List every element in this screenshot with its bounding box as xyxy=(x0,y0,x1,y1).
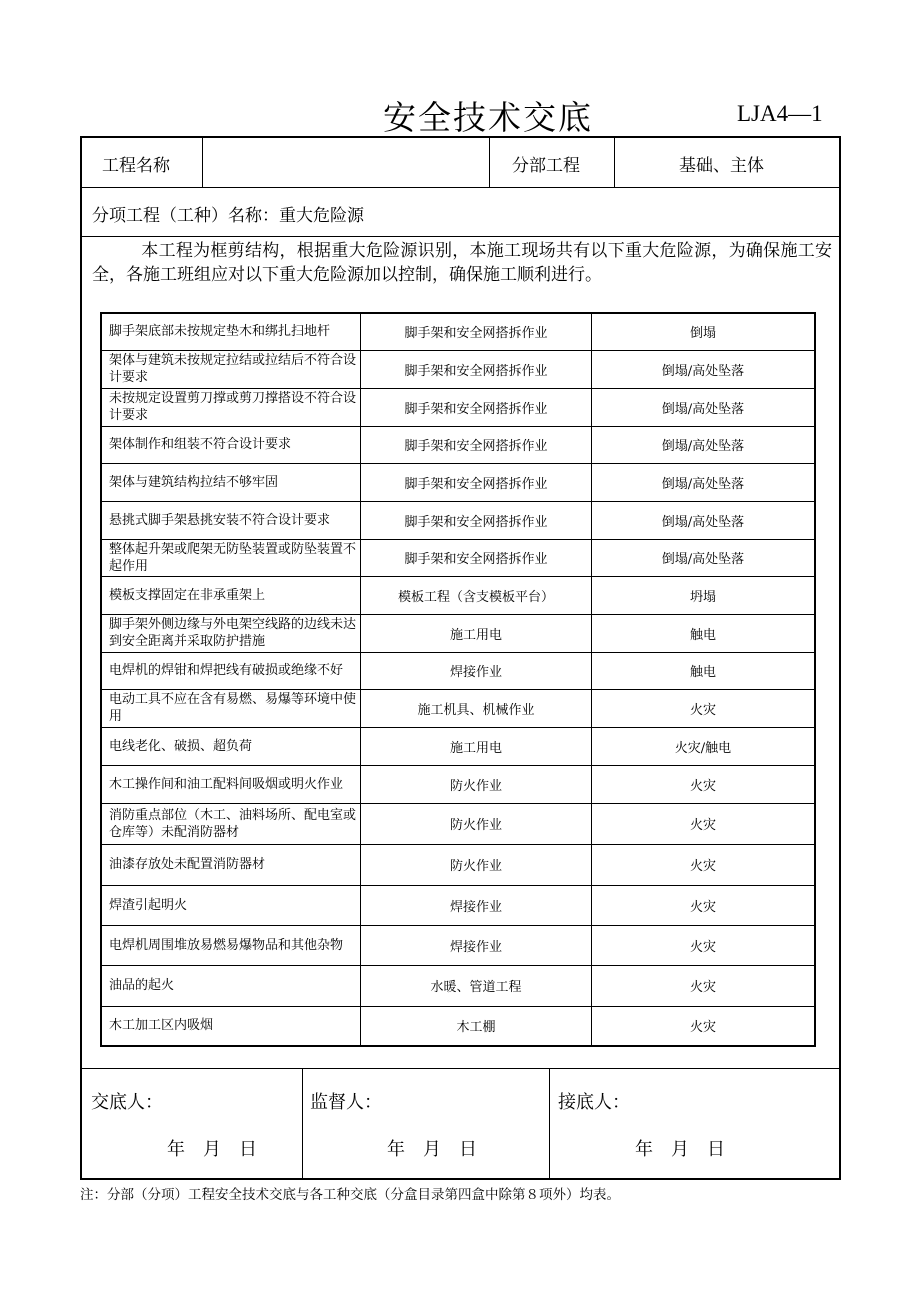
hazard-consequence: 倒塌/高处坠落 xyxy=(592,539,816,576)
hazard-row xyxy=(101,727,815,765)
hazard-consequence: 倒塌/高处坠落 xyxy=(592,388,816,426)
hazard-row xyxy=(101,965,815,1006)
hazard-source: 电动工具不应在含有易燃、易爆等环境中使用 xyxy=(109,692,356,724)
hazard-consequence: 火灾 xyxy=(592,844,816,885)
hazard-activity: 防火作业 xyxy=(361,765,592,803)
hazard-source: 架体制作和组装不符合设计要求 xyxy=(109,437,292,452)
hazard-source: 电焊机的焊钳和焊把线有破损或绝缘不好 xyxy=(109,663,344,678)
hazard-source-cell xyxy=(101,803,361,844)
divider xyxy=(302,1068,303,1178)
document-title: 安全技术交底 xyxy=(383,98,593,137)
hazard-source: 架体与建筑未按规定拉结或拉结后不符合设计要求 xyxy=(109,353,356,385)
hazard-row xyxy=(101,803,815,844)
divider xyxy=(549,1068,550,1178)
divider xyxy=(614,138,615,187)
hazard-activity: 焊接作业 xyxy=(361,925,592,965)
hazard-source-cell xyxy=(101,426,361,463)
hazard-source-cell xyxy=(101,313,361,350)
hazard-row xyxy=(101,350,815,388)
hazard-source-cell xyxy=(101,765,361,803)
receiver-date: 年 月 日 xyxy=(635,1139,725,1160)
hazard-consequence: 倒塌/高处坠落 xyxy=(592,426,816,463)
hazard-row xyxy=(101,689,815,727)
hazard-row xyxy=(101,614,815,652)
discloser-date: 年 月 日 xyxy=(167,1139,257,1160)
receiver-label: 接底人： xyxy=(558,1092,630,1113)
hazard-activity: 焊接作业 xyxy=(361,885,592,925)
project-name-label: 工程名称 xyxy=(102,156,170,176)
hazard-source-cell xyxy=(101,463,361,501)
hazard-activity: 脚手架和安全网搭拆作业 xyxy=(361,388,592,426)
divider xyxy=(202,138,203,187)
hazard-row xyxy=(101,539,815,576)
hazard-source: 悬挑式脚手架悬挑安装不符合设计要求 xyxy=(109,512,331,528)
hazard-consequence: 触电 xyxy=(592,652,816,689)
hazard-activity: 防火作业 xyxy=(361,803,592,844)
hazard-source: 消防重点部位（木工、油料场所、配电室或仓库等）未配消防器材 xyxy=(109,807,356,840)
hazard-activity: 焊接作业 xyxy=(361,652,592,689)
divider xyxy=(82,236,839,237)
hazard-consequence: 倒塌/高处坠落 xyxy=(592,463,816,501)
hazard-source-cell xyxy=(101,576,361,614)
hazard-row xyxy=(101,765,815,803)
hazard-consequence: 触电 xyxy=(592,614,816,652)
hazard-activity: 脚手架和安全网搭拆作业 xyxy=(361,313,592,350)
hazard-source-cell xyxy=(101,614,361,652)
hazard-source: 电线老化、破损、超负荷 xyxy=(109,738,253,754)
hazard-row xyxy=(101,426,815,463)
divider xyxy=(489,138,490,187)
hazard-source: 脚手架外侧边缘与外电架空线路的边线未达到安全距离并采取防护措施 xyxy=(109,617,356,649)
hazard-row xyxy=(101,1006,815,1046)
division-label: 分部工程 xyxy=(512,156,580,176)
hazard-row xyxy=(101,925,815,965)
hazard-consequence: 火灾 xyxy=(592,965,816,1006)
hazard-activity: 脚手架和安全网搭拆作业 xyxy=(361,350,592,388)
hazard-row xyxy=(101,885,815,925)
hazard-source: 架体与建筑结构拉结不够牢固 xyxy=(109,474,279,490)
hazard-consequence: 火灾 xyxy=(592,689,816,727)
divider xyxy=(82,187,839,188)
hazard-consequence: 火灾 xyxy=(592,803,816,844)
hazard-source-cell xyxy=(101,925,361,965)
hazard-source-cell xyxy=(101,350,361,388)
hazard-activity: 木工棚 xyxy=(361,1006,592,1046)
hazard-source: 油品的起火 xyxy=(109,978,175,993)
discloser-label: 交底人： xyxy=(91,1092,163,1113)
subitem-line: 分项工程（工种）名称：重大危险源 xyxy=(92,206,364,226)
hazard-activity: 脚手架和安全网搭拆作业 xyxy=(361,426,592,463)
divider xyxy=(82,1068,839,1069)
hazard-row xyxy=(101,501,815,539)
hazard-row xyxy=(101,652,815,689)
hazard-consequence: 火灾/触电 xyxy=(592,727,816,765)
hazard-consequence: 火灾 xyxy=(592,925,816,965)
hazard-source: 木工加工区内吸烟 xyxy=(109,1018,214,1034)
form-code: LJA4—1 xyxy=(737,101,823,126)
supervisor-label: 监督人： xyxy=(310,1092,382,1113)
hazard-activity: 水暖、管道工程 xyxy=(361,965,592,1006)
hazard-consequence: 坍塌 xyxy=(592,576,816,614)
hazard-source-cell xyxy=(101,539,361,576)
division-value: 基础、主体 xyxy=(679,156,764,176)
hazard-row xyxy=(101,313,815,350)
hazard-table xyxy=(100,312,816,1047)
supervisor-date: 年 月 日 xyxy=(387,1139,477,1160)
hazard-source-cell xyxy=(101,652,361,689)
hazard-activity: 脚手架和安全网搭拆作业 xyxy=(361,539,592,576)
hazard-source: 模板支撑固定在非承重架上 xyxy=(109,587,266,603)
hazard-source: 木工操作间和油工配料间吸烟或明火作业 xyxy=(109,776,344,792)
hazard-source-cell xyxy=(101,388,361,426)
disclosure-form xyxy=(80,136,841,1180)
footnote: 注：分部（分项）工程安全技术交底与各工种交底（分盒目录第四盒中除第８项外）均表。 xyxy=(80,1187,620,1203)
hazard-source: 电焊机周围堆放易燃易爆物品和其他杂物 xyxy=(109,937,344,953)
hazard-source: 焊渣引起明火 xyxy=(109,897,188,913)
hazard-source: 整体起升架或爬架无防坠装置或防坠装置不起作用 xyxy=(109,541,356,574)
hazard-activity: 施工用电 xyxy=(361,614,592,652)
hazard-source-cell xyxy=(101,689,361,727)
hazard-consequence: 火灾 xyxy=(592,1006,816,1046)
hazard-activity: 施工机具、机械作业 xyxy=(361,689,592,727)
hazard-source-cell xyxy=(101,1006,361,1046)
hazard-source: 油漆存放处未配置消防器材 xyxy=(109,857,266,872)
hazard-source-cell xyxy=(101,501,361,539)
hazard-source-cell xyxy=(101,965,361,1006)
hazard-consequence: 倒塌/高处坠落 xyxy=(592,350,816,388)
hazard-activity: 防火作业 xyxy=(361,844,592,885)
hazard-activity: 模板工程（含支模板平台） xyxy=(361,576,592,614)
hazard-source-cell xyxy=(101,885,361,925)
hazard-activity: 施工用电 xyxy=(361,727,592,765)
hazard-row xyxy=(101,388,815,426)
hazard-consequence: 倒塌/高处坠落 xyxy=(592,501,816,539)
hazard-row xyxy=(101,463,815,501)
hazard-consequence: 倒塌 xyxy=(592,313,816,350)
hazard-source-cell xyxy=(101,844,361,885)
hazard-row xyxy=(101,844,815,885)
hazard-source: 脚手架底部未按规定垫木和绑扎扫地杆 xyxy=(109,324,331,340)
hazard-consequence: 火灾 xyxy=(592,765,816,803)
hazard-consequence: 火灾 xyxy=(592,885,816,925)
hazard-activity: 脚手架和安全网搭拆作业 xyxy=(361,463,592,501)
hazard-source-cell xyxy=(101,727,361,765)
hazard-row xyxy=(101,576,815,614)
hazard-source: 未按规定设置剪刀撑或剪刀撑搭设不符合设计要求 xyxy=(109,391,356,423)
intro-paragraph: 本工程为框剪结构，根据重大危险源识别，本施工现场共有以下重大危险源，为确保施工安全，各施工班组应对以下重大危险源加以控制，确保施工顺利进行。 xyxy=(92,241,832,285)
hazard-activity: 脚手架和安全网搭拆作业 xyxy=(361,501,592,539)
